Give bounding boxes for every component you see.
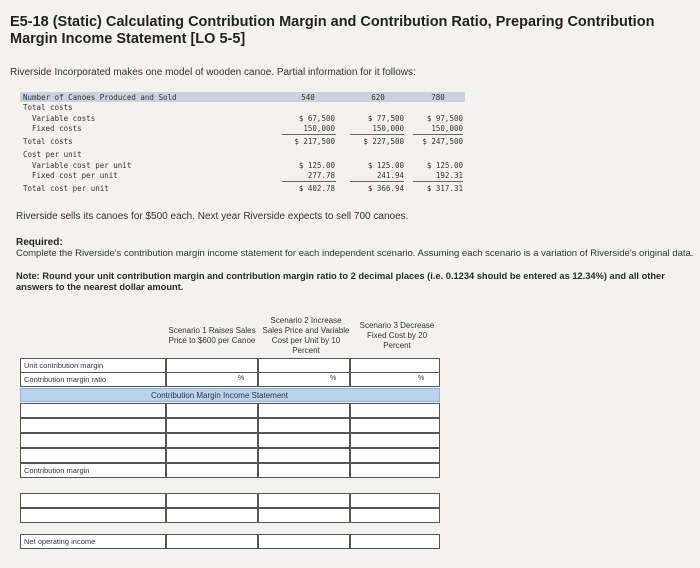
fixed-per-unit-780: 192.31: [435, 171, 463, 180]
variable-per-unit-540: $ 125.00: [298, 161, 335, 170]
fixed-costs-620: 150,000: [372, 124, 404, 133]
statement-row-input[interactable]: [166, 448, 258, 463]
variable-costs-540: $ 67,500: [298, 114, 335, 123]
contribution-margin-scenario1-input[interactable]: [166, 463, 258, 478]
cost-per-unit-label: Cost per unit: [23, 150, 82, 159]
fixed-costs-label: Fixed costs: [32, 124, 82, 133]
statement-row-input[interactable]: [350, 433, 440, 448]
net-operating-income-label: Net operating income: [20, 534, 166, 549]
net-operating-income-scenario3-input[interactable]: [350, 534, 440, 549]
underline: [350, 134, 404, 135]
instructions-text: Complete the Riverside's contribution margin income statement for each independent scenario. Assuming each scenario is a variation of Riverside's original data.: [16, 248, 694, 259]
statement-row-input[interactable]: [350, 493, 440, 508]
fixed-per-unit-620: 241.94: [376, 171, 404, 180]
contribution-margin-scenario3-input[interactable]: [350, 463, 440, 478]
fixed-costs-540: 150,000: [303, 124, 335, 133]
cm-ratio-scenario3-input[interactable]: [350, 372, 440, 387]
percent-sign: %: [330, 375, 337, 382]
intro-text: Riverside Incorporated makes one model of wooden canoe. Partial information for it follows:: [10, 67, 416, 78]
statement-row-input[interactable]: [166, 433, 258, 448]
statement-row-label-input[interactable]: [20, 418, 166, 433]
cm-ratio-label: Contribution margin ratio: [20, 372, 166, 387]
variable-per-unit-label: Variable cost per unit: [32, 161, 132, 170]
net-operating-income-scenario1-input[interactable]: [166, 534, 258, 549]
unit-cm-label: Unit contribution margin: [20, 358, 166, 373]
total-per-unit-780: $ 317.31: [426, 184, 463, 193]
fixed-costs-780: 150,000: [431, 124, 463, 133]
total-costs-780: $ 247,500: [422, 137, 463, 146]
underline: [282, 181, 336, 182]
scenario2-header: Scenario 2 Increase Sales Price and Variable Cost per Unit by 10 Percent: [262, 316, 350, 355]
contribution-margin-label: Contribution margin: [20, 463, 166, 478]
contribution-margin-scenario2-input[interactable]: [258, 463, 350, 478]
statement-row-input[interactable]: [350, 448, 440, 463]
statement-row-input[interactable]: [350, 508, 440, 523]
statement-row-label-input[interactable]: [20, 433, 166, 448]
statement-row-input[interactable]: [166, 493, 258, 508]
total-costs-section-label: Total costs: [23, 103, 73, 112]
unit-cm-scenario2-input[interactable]: [258, 358, 350, 373]
total-costs-620: $ 227,500: [363, 137, 404, 146]
statement-row-input[interactable]: [258, 508, 350, 523]
statement-row-input[interactable]: [258, 433, 350, 448]
unit-cm-scenario3-input[interactable]: [350, 358, 440, 373]
col-540: 540: [301, 93, 315, 102]
answer-grid: [20, 312, 440, 564]
statement-row-input[interactable]: [350, 403, 440, 418]
fixed-per-unit-label: Fixed cost per unit: [32, 171, 118, 180]
statement-row-label-input[interactable]: [20, 403, 166, 418]
percent-sign: %: [418, 375, 425, 382]
sales-assumption-text: Riverside sells its canoes for $500 each. Next year Riverside expects to sell 700 canoes.: [16, 211, 409, 222]
col-780: 780: [431, 93, 445, 102]
unit-cm-scenario1-input[interactable]: [166, 358, 258, 373]
problem-title: E5-18 (Static) Calculating Contribution Margin and Contribution Ratio, Preparing Contribution Margin Income Statement [LO 5-5]: [10, 14, 655, 47]
statement-row-input[interactable]: [258, 418, 350, 433]
col-620: 620: [371, 93, 385, 102]
variable-per-unit-620: $ 125.00: [367, 161, 404, 170]
variable-costs-620: $ 77,500: [367, 114, 404, 123]
statement-header: Contribution Margin Income Statement: [151, 391, 288, 400]
statement-row-input[interactable]: [166, 508, 258, 523]
required-heading: Required:: [16, 237, 63, 248]
total-costs-540: $ 217,500: [294, 137, 335, 146]
scenario3-header: Scenario 3 Decrease Fixed Cost by 20 Percent: [359, 321, 435, 350]
underline: [413, 181, 463, 182]
total-costs-row-label: Total costs: [23, 137, 73, 146]
underline: [350, 181, 404, 182]
variable-costs-label: Variable costs: [32, 114, 96, 123]
statement-row-label-input[interactable]: [20, 448, 166, 463]
statement-row-label-input[interactable]: [20, 493, 166, 508]
net-operating-income-scenario2-input[interactable]: [258, 534, 350, 549]
scenario1-header: Scenario 1 Raises Sales Price to $600 per Canoe: [168, 326, 256, 345]
statement-header-band: [20, 388, 440, 402]
units-header-label: Number of Canoes Produced and Sold: [23, 93, 177, 102]
statement-row-input[interactable]: [166, 418, 258, 433]
total-per-unit-620: $ 366.94: [367, 184, 404, 193]
statement-row-input[interactable]: [258, 493, 350, 508]
underline: [413, 134, 463, 135]
total-per-unit-label: Total cost per unit: [23, 184, 109, 193]
statement-row-label-input[interactable]: [20, 508, 166, 523]
variable-costs-780: $ 97,500: [426, 114, 463, 123]
underline: [282, 134, 336, 135]
statement-row-input[interactable]: [258, 403, 350, 418]
statement-row-input[interactable]: [258, 448, 350, 463]
total-per-unit-540: $ 402.78: [298, 184, 335, 193]
statement-row-input[interactable]: [166, 403, 258, 418]
variable-per-unit-780: $ 125.00: [426, 161, 463, 170]
fixed-per-unit-540: 277.78: [307, 171, 335, 180]
statement-row-input[interactable]: [350, 418, 440, 433]
cost-table: [20, 92, 465, 195]
rounding-note: Note: Round your unit contribution margin and contribution margin ratio to 2 decimal places (i.e. 0.1234 should be entered as 12.34%) and all other answers to the nearest dollar amount.: [16, 271, 665, 292]
percent-sign: %: [238, 375, 245, 382]
